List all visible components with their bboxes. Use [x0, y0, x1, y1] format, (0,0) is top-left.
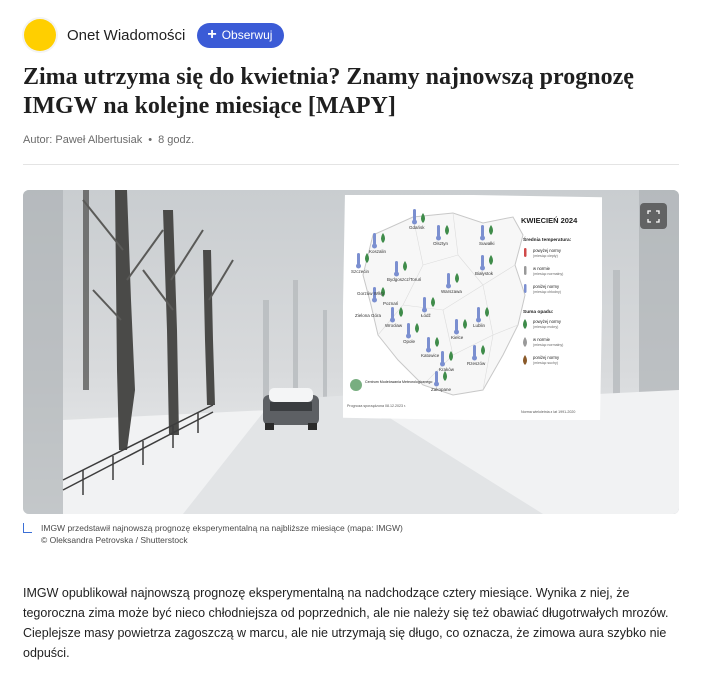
city-label: Gdańsk: [409, 225, 425, 230]
city-label: Zakopane: [431, 387, 452, 392]
image-caption: [41, 522, 403, 546]
city-label: Lublin: [473, 323, 486, 328]
precip-below-label: poniżej normy: [533, 355, 560, 360]
meta-separator: •: [148, 134, 153, 146]
author[interactable]: Autor: Paweł Albertusiak: [23, 134, 143, 146]
fullscreen-button[interactable]: [640, 203, 667, 229]
city-label: Opole: [403, 339, 416, 344]
imgw-forecast-map: [343, 195, 602, 420]
temp-heading: Średnia temperatura:: [523, 238, 572, 243]
photo-credit: © Oleksandra Petrovska / Shutterstock: [41, 535, 188, 545]
city-label: Rzeszów: [467, 361, 486, 366]
city-label: Łódź: [421, 313, 431, 318]
temp-below-label: poniżej normy: [533, 284, 560, 289]
precip-below-note: (miesiąc suchy): [533, 361, 558, 365]
caption-marker: [23, 523, 32, 533]
precip-above-label: powyżej normy: [533, 319, 561, 324]
article-title: Zima utrzyma się do kwietnia? Znamy najnowszą prognozę IMGW na kolejne miesiące [MAPY]: [23, 64, 634, 119]
source-name[interactable]: Onet Wiadomości: [67, 26, 186, 44]
follow-button[interactable]: [197, 23, 284, 48]
org-label: Centrum Modelowania Meteorologicznego: [365, 380, 433, 384]
map-title: KWIECIEŃ 2024: [521, 216, 578, 225]
caption-text: IMGW przedstawił najnowszą prognozę eksperymentalną na najbliższe miesiące (mapa: IMGW): [41, 523, 403, 533]
precip-heading: Suma opadu:: [523, 310, 554, 315]
temp-above-note: (miesiąc ciepły): [533, 254, 558, 258]
precip-normal-note: (miesiąc normalny): [533, 343, 564, 347]
city-label: Poznań: [383, 301, 399, 306]
city-label: Wrocław: [385, 323, 403, 328]
city-label: Szczecin: [351, 269, 370, 274]
city-label: Gorzów Wlkp.: [357, 291, 386, 296]
expand-icon: [647, 210, 660, 223]
city-label: Koszalin: [369, 249, 387, 254]
city-label: Białystok: [475, 271, 494, 276]
site-header: [22, 17, 284, 53]
article-meta: [23, 134, 194, 146]
temp-above-label: powyżej normy: [533, 248, 561, 253]
city-label: Bydgoszcz/Toruń: [387, 277, 422, 282]
hero-image[interactable]: [23, 190, 679, 514]
time-ago: 8 godz.: [158, 134, 195, 146]
city-label: Kielce: [451, 335, 464, 340]
article-lead: IMGW opublikował najnowszą prognozę eksperymentalną na nadchodzące cztery miesiące. Wynika z niej, że tegoroczna zima może być nieco chłodniejsza od poprzednich, ale nie należy się też obawiać długotrwałych mrozów. Cieplejsze masy powietrza zagoszczą w marcu, ale nie utrzymają się długo, co oznacza, że zimowa aura szybko nie odpuści.: [23, 586, 669, 660]
sun-logo-icon: [24, 19, 56, 51]
precip-normal-label: w normie: [533, 337, 550, 342]
city-label: Kraków: [439, 367, 455, 372]
temp-below-note: (miesiąc chłodny): [533, 290, 561, 294]
divider: [23, 164, 679, 165]
city-label: Olsztyn: [433, 241, 449, 246]
city-label: Suwałki: [479, 241, 495, 246]
plus-icon: +: [207, 26, 217, 43]
map-footer-right: Norma wieloletnia z lat 1991-2020: [521, 410, 576, 414]
precip-above-note: (miesiąc mokry): [533, 325, 559, 329]
follow-label: Obserwuj: [221, 28, 273, 42]
city-label: Katowice: [421, 353, 440, 358]
city-label: Warszawa: [441, 289, 462, 294]
city-label: Zielona Góra: [355, 313, 382, 318]
temp-normal-label: w normie: [533, 266, 550, 271]
onet-logo[interactable]: [22, 17, 58, 53]
temp-normal-note: (miesiąc normalny): [533, 272, 564, 276]
map-footer-left: Prognoza sporządzona 08.12.2023 r.: [347, 404, 406, 408]
